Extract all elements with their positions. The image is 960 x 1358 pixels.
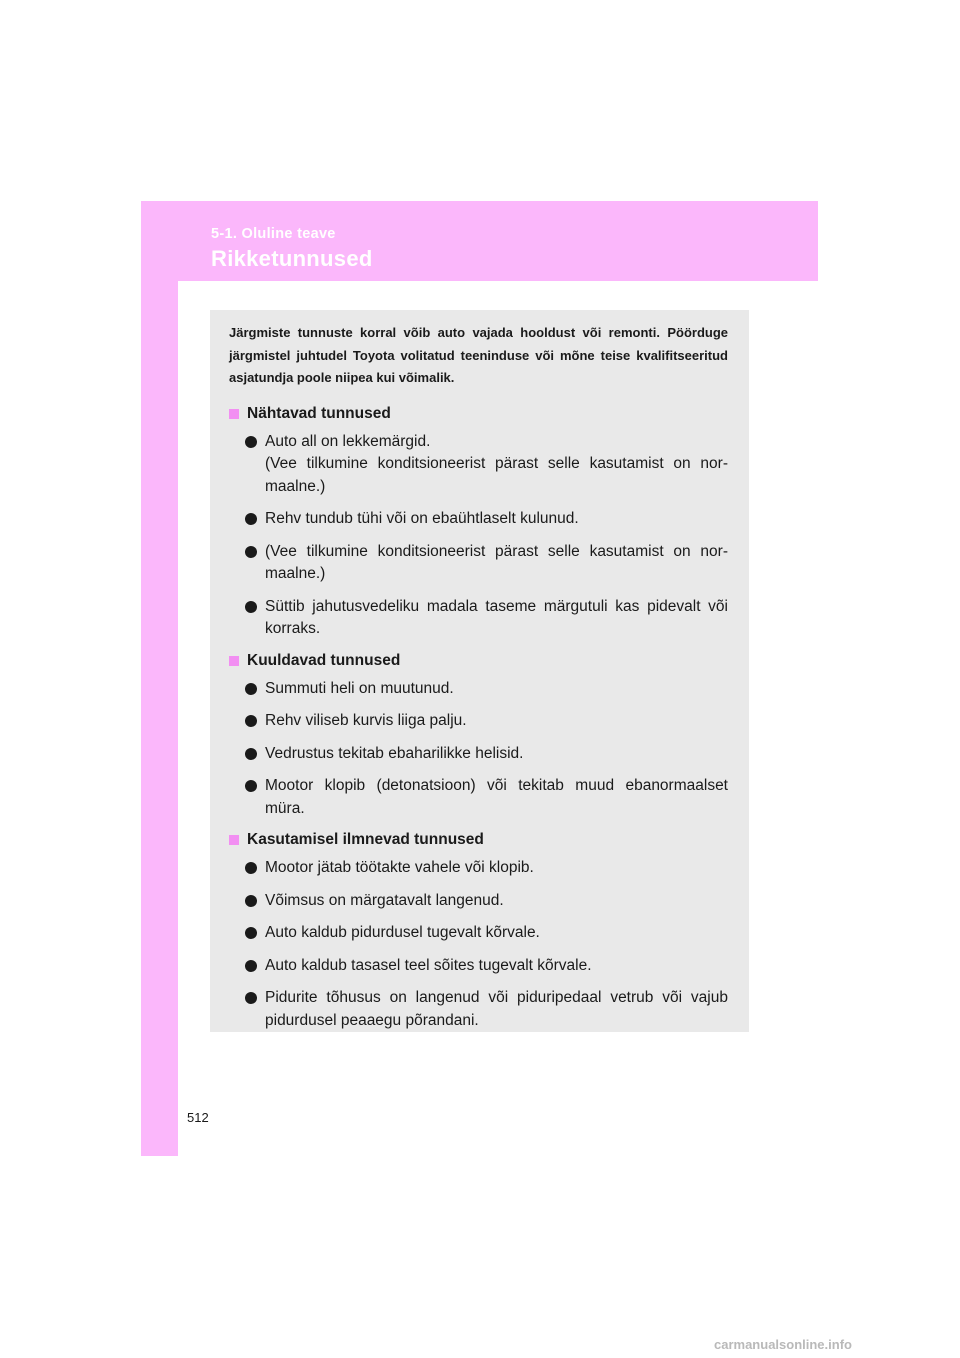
group-heading-label: Nähtavad tunnused xyxy=(247,404,391,422)
list-item-text: Auto all on lekkemärgid. xyxy=(265,432,431,450)
bullet-dot-icon xyxy=(245,862,257,874)
bullet-dot-icon xyxy=(245,601,257,613)
list-item-text: Auto kaldub tasasel teel sõites tugevalt kõrvale. xyxy=(265,956,592,974)
list-item-text: Rehv tundub tühi või on ebaühtlaselt kulunud. xyxy=(265,510,579,527)
square-bullet-icon xyxy=(229,835,239,845)
page-number: 512 xyxy=(187,1110,209,1125)
square-bullet-icon xyxy=(229,409,239,419)
symptoms-box xyxy=(210,310,749,1032)
list-item-text: Auto kaldub pidurdusel tugevalt kõrvale. xyxy=(265,924,540,941)
bullet-dot-icon xyxy=(245,436,257,448)
list-item xyxy=(229,678,728,701)
list-item xyxy=(229,987,728,1032)
section-side-tab xyxy=(141,281,178,1156)
list-item xyxy=(229,596,728,641)
group-heading-label: Kasutamisel ilmnevad tunnused xyxy=(247,831,484,848)
list-item xyxy=(229,955,728,978)
group-heading-operational xyxy=(229,830,728,850)
watermark: carmanualsonline.info xyxy=(714,1337,852,1352)
list-item-text: (Vee tilkumine konditsioneerist pärast selle kasutamist on nor-maalne.) xyxy=(265,542,728,582)
section-label: 5-1. Oluline teave xyxy=(211,226,336,242)
group-heading-visible xyxy=(229,404,728,424)
bullet-dot-icon xyxy=(245,992,257,1004)
bullet-dot-icon xyxy=(245,748,257,760)
bullet-dot-icon xyxy=(245,715,257,727)
list-item-note xyxy=(229,453,728,498)
list-item xyxy=(229,508,728,531)
bullet-dot-icon xyxy=(245,780,257,792)
intro-text: Järgmiste tunnuste korral võib auto vajada hooldust või remonti. Pöörduge järgmistel juhtudel Toyota volitatud teeninduse või mõne teise kvalifitseeritud asjatundja poole niipea kui võimalik. xyxy=(229,325,728,385)
list-item-text: Pidurite tõhusus on langenud või piduripedaal vetrub või vajub pidurdusel peaaegu põrandani. xyxy=(265,989,728,1029)
list-item xyxy=(229,890,728,913)
group-heading-audible xyxy=(229,651,728,671)
list-item-text: Vedrustus tekitab ebaharilikke helisid. xyxy=(265,744,524,762)
list-item xyxy=(229,922,728,945)
list-item-text: Mootor klopib (detonatsioon) või tekitab muud ebanormaalset müra. xyxy=(265,777,728,817)
page-title: Rikketunnused xyxy=(211,246,373,271)
square-bullet-icon xyxy=(229,656,239,666)
bullet-dot-icon xyxy=(245,960,257,972)
list-item xyxy=(229,857,728,880)
list-item xyxy=(229,775,728,820)
list-item-text: Süttib jahutusvedeliku madala taseme märgutuli kas pidevalt või korraks. xyxy=(265,597,728,637)
bullet-dot-icon xyxy=(245,683,257,695)
bullet-dot-icon xyxy=(245,513,257,525)
bullet-dot-icon xyxy=(245,546,257,558)
list-item xyxy=(229,431,728,454)
bullet-dot-icon xyxy=(245,927,257,939)
list-item xyxy=(229,710,728,733)
list-item-text: Rehv viliseb kurvis liiga palju. xyxy=(265,712,467,729)
list-item-text: (Vee tilkumine konditsioneerist pärast selle kasutamist on nor-maalne.) xyxy=(265,455,728,495)
list-item xyxy=(229,541,728,586)
bullet-dot-icon xyxy=(245,895,257,907)
list-item-text: Summuti heli on muutunud. xyxy=(265,679,454,697)
list-item xyxy=(229,743,728,766)
list-item-text: Võimsus on märgatavalt langenud. xyxy=(265,891,504,909)
group-heading-label: Kuuldavad tunnused xyxy=(247,651,401,669)
list-item-text: Mootor jätab töötakte vahele või klopib. xyxy=(265,859,534,876)
